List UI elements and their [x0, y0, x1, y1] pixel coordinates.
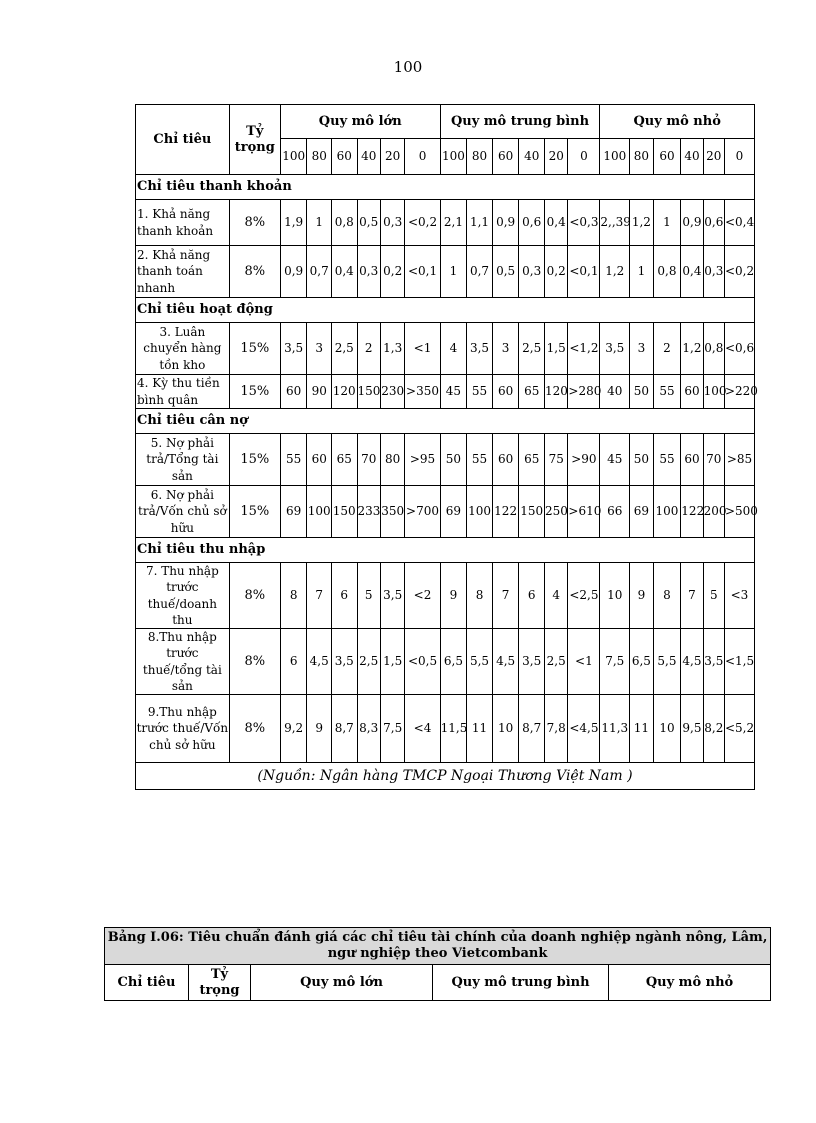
t2-header-group-large: Quy mô lớn — [251, 965, 433, 1001]
value-cell: 6,5 — [630, 629, 653, 695]
value-cell: 0,9 — [492, 200, 519, 246]
value-cell: 1,2 — [600, 246, 630, 298]
value-cell: 0,7 — [467, 246, 493, 298]
score-header-cell: 0 — [724, 139, 754, 175]
value-cell: 55 — [653, 375, 681, 409]
value-cell: 0,2 — [380, 246, 404, 298]
section-row — [136, 409, 755, 434]
value-cell: 0,4 — [545, 200, 568, 246]
table-row — [136, 486, 755, 538]
row-weight: 8% — [229, 629, 280, 695]
row-weight: 15% — [229, 375, 280, 409]
value-cell: >500 — [724, 486, 754, 538]
value-cell: 11 — [467, 695, 493, 763]
value-cell: 233 — [357, 486, 380, 538]
value-cell: 7 — [681, 563, 703, 629]
value-cell: 0,8 — [653, 246, 681, 298]
value-cell: >220 — [724, 375, 754, 409]
value-cell: >610 — [568, 486, 600, 538]
value-cell: 60 — [280, 375, 307, 409]
value-cell: 0,3 — [380, 200, 404, 246]
value-cell: 60 — [307, 434, 331, 486]
value-cell: 200 — [703, 486, 724, 538]
row-criteria-name: 5. Nợ phải trả/Tổng tài sản — [136, 434, 230, 486]
value-cell: <0,2 — [724, 246, 754, 298]
value-cell: 3 — [307, 323, 331, 375]
value-cell: 100 — [653, 486, 681, 538]
table-row — [136, 246, 755, 298]
value-cell: 60 — [681, 434, 703, 486]
table-i06-caption: Bảng I.06: Tiêu chuẩn đánh giá các chỉ tiêu tài chính của doanh nghiệp ngành nông, Lâm, ngư nghiệp theo Vietcombank — [105, 928, 771, 965]
value-cell: <3 — [724, 563, 754, 629]
row-weight: 8% — [229, 246, 280, 298]
value-cell: 11 — [630, 695, 653, 763]
score-header-cell: 60 — [331, 139, 357, 175]
value-cell: 10 — [653, 695, 681, 763]
value-cell: 69 — [440, 486, 467, 538]
value-cell: 55 — [467, 375, 493, 409]
value-cell: 150 — [331, 486, 357, 538]
value-cell: 60 — [492, 375, 519, 409]
value-cell: 3,5 — [519, 629, 545, 695]
value-cell: 6 — [280, 629, 307, 695]
score-header-cell: 40 — [681, 139, 703, 175]
value-cell: >700 — [405, 486, 440, 538]
score-header-cell: 100 — [280, 139, 307, 175]
value-cell: 2,5 — [331, 323, 357, 375]
value-cell: 350 — [380, 486, 404, 538]
value-cell: 8 — [280, 563, 307, 629]
value-cell: 9 — [630, 563, 653, 629]
value-cell: 1,2 — [681, 323, 703, 375]
value-cell: 0,3 — [357, 246, 380, 298]
value-cell: <1 — [568, 629, 600, 695]
value-cell: 0,9 — [681, 200, 703, 246]
value-cell: 2 — [653, 323, 681, 375]
score-header-cell: 40 — [357, 139, 380, 175]
value-cell: 69 — [630, 486, 653, 538]
value-cell: 0,6 — [703, 200, 724, 246]
value-cell: 150 — [357, 375, 380, 409]
row-criteria-name: 7. Thu nhập trước thuế/doanh thu — [136, 563, 230, 629]
row-weight: 15% — [229, 434, 280, 486]
score-header-cell: 80 — [630, 139, 653, 175]
value-cell: 120 — [545, 375, 568, 409]
section-title: Chỉ tiêu hoạt động — [136, 298, 755, 323]
value-cell: 5,5 — [653, 629, 681, 695]
value-cell: >90 — [568, 434, 600, 486]
value-cell: <4,5 — [568, 695, 600, 763]
value-cell: 8,2 — [703, 695, 724, 763]
value-cell: 1,1 — [467, 200, 493, 246]
value-cell: 1,2 — [630, 200, 653, 246]
table-row — [136, 323, 755, 375]
value-cell: 8,7 — [519, 695, 545, 763]
t2-header-criteria: Chỉ tiêu — [105, 965, 189, 1001]
value-cell: 11,5 — [440, 695, 467, 763]
value-cell: 120 — [331, 375, 357, 409]
value-cell: <4 — [405, 695, 440, 763]
row-weight: 8% — [229, 695, 280, 763]
value-cell: <1,5 — [724, 629, 754, 695]
value-cell: 50 — [630, 375, 653, 409]
value-cell: 50 — [630, 434, 653, 486]
value-cell: 65 — [519, 375, 545, 409]
value-cell: 1 — [653, 200, 681, 246]
value-cell: 2,5 — [545, 629, 568, 695]
value-cell: >350 — [405, 375, 440, 409]
value-cell: 60 — [492, 434, 519, 486]
value-cell: <5,2 — [724, 695, 754, 763]
value-cell: 4,5 — [307, 629, 331, 695]
value-cell: <2 — [405, 563, 440, 629]
value-cell: 9 — [307, 695, 331, 763]
value-cell: 4 — [440, 323, 467, 375]
t2-header-group-medium: Quy mô trung bình — [433, 965, 609, 1001]
value-cell: 65 — [519, 434, 545, 486]
score-header-cell: 60 — [492, 139, 519, 175]
value-cell: 3 — [492, 323, 519, 375]
table-row — [136, 200, 755, 246]
value-cell: <0,1 — [405, 246, 440, 298]
table-row — [136, 695, 755, 763]
value-cell: 230 — [380, 375, 404, 409]
value-cell: 2,5 — [357, 629, 380, 695]
value-cell: 55 — [467, 434, 493, 486]
value-cell: 2,,39 — [600, 200, 630, 246]
value-cell: 4,5 — [681, 629, 703, 695]
t2-header-group-small: Quy mô nhỏ — [609, 965, 771, 1001]
header-group-large: Quy mô lớn — [280, 105, 440, 139]
value-cell: 6 — [519, 563, 545, 629]
value-cell: 60 — [681, 375, 703, 409]
section-title: Chỉ tiêu thanh khoản — [136, 175, 755, 200]
section-row — [136, 538, 755, 563]
value-cell: 3,5 — [467, 323, 493, 375]
value-cell: 3,5 — [331, 629, 357, 695]
value-cell: 150 — [519, 486, 545, 538]
section-row — [136, 175, 755, 200]
value-cell: 10 — [492, 695, 519, 763]
value-cell: 122 — [492, 486, 519, 538]
value-cell: 69 — [280, 486, 307, 538]
row-criteria-name: 8.Thu nhập trước thuế/tổng tài sản — [136, 629, 230, 695]
value-cell: <2,5 — [568, 563, 600, 629]
row-weight: 8% — [229, 200, 280, 246]
value-cell: >95 — [405, 434, 440, 486]
value-cell: 3,5 — [280, 323, 307, 375]
score-header-cell: 20 — [380, 139, 404, 175]
table-row — [136, 434, 755, 486]
score-header-cell: 80 — [307, 139, 331, 175]
value-cell: 4,5 — [492, 629, 519, 695]
row-criteria-name: 3. Luân chuyển hàng tồn kho — [136, 323, 230, 375]
value-cell: <0,2 — [405, 200, 440, 246]
value-cell: 0,2 — [545, 246, 568, 298]
value-cell: 0,5 — [492, 246, 519, 298]
header-weight: Tỷ trọng — [229, 105, 280, 175]
section-title: Chỉ tiêu cân nợ — [136, 409, 755, 434]
source-row — [136, 763, 755, 790]
value-cell: 70 — [357, 434, 380, 486]
row-criteria-name: 1. Khả năng thanh khoản — [136, 200, 230, 246]
value-cell: <0,1 — [568, 246, 600, 298]
value-cell: 6,5 — [440, 629, 467, 695]
value-cell: 1 — [630, 246, 653, 298]
value-cell: 100 — [467, 486, 493, 538]
value-cell: 65 — [331, 434, 357, 486]
value-cell: 8 — [653, 563, 681, 629]
value-cell: 55 — [653, 434, 681, 486]
value-cell: 8,3 — [357, 695, 380, 763]
value-cell: 45 — [600, 434, 630, 486]
value-cell: 0,3 — [519, 246, 545, 298]
score-header-cell: 0 — [405, 139, 440, 175]
value-cell: <0,6 — [724, 323, 754, 375]
value-cell: 1,9 — [280, 200, 307, 246]
score-header-cell: 80 — [467, 139, 493, 175]
table-row — [136, 629, 755, 695]
score-header-cell: 0 — [568, 139, 600, 175]
value-cell: 70 — [703, 434, 724, 486]
value-cell: 1,3 — [380, 323, 404, 375]
value-cell: 5,5 — [467, 629, 493, 695]
value-cell: <1 — [405, 323, 440, 375]
section-title: Chỉ tiêu thu nhập — [136, 538, 755, 563]
value-cell: 8,7 — [331, 695, 357, 763]
source-note: (Nguồn: Ngân hàng TMCP Ngoại Thương Việt Nam ) — [136, 763, 755, 790]
table-i06-header — [104, 927, 771, 1001]
value-cell: 6 — [331, 563, 357, 629]
score-header-cell: 60 — [653, 139, 681, 175]
value-cell: 1,5 — [380, 629, 404, 695]
value-cell: 40 — [600, 375, 630, 409]
value-cell: 3,5 — [380, 563, 404, 629]
row-weight: 15% — [229, 323, 280, 375]
value-cell: 0,9 — [280, 246, 307, 298]
row-criteria-name: 4. Kỳ thu tiền bình quân — [136, 375, 230, 409]
value-cell: 3 — [630, 323, 653, 375]
row-weight: 8% — [229, 563, 280, 629]
header-group-medium: Quy mô trung bình — [440, 105, 600, 139]
value-cell: 90 — [307, 375, 331, 409]
value-cell: 1,5 — [545, 323, 568, 375]
value-cell: 0,6 — [519, 200, 545, 246]
value-cell: 5 — [703, 563, 724, 629]
value-cell: 100 — [703, 375, 724, 409]
value-cell: 0,3 — [703, 246, 724, 298]
value-cell: <0,3 — [568, 200, 600, 246]
value-cell: <0,4 — [724, 200, 754, 246]
value-cell: 9,2 — [280, 695, 307, 763]
table-row — [136, 375, 755, 409]
value-cell: 122 — [681, 486, 703, 538]
row-criteria-name: 6. Nợ phải trả/Vốn chủ sở hữu — [136, 486, 230, 538]
score-header-cell: 20 — [703, 139, 724, 175]
value-cell: 1 — [440, 246, 467, 298]
value-cell: 0,5 — [357, 200, 380, 246]
value-cell: 4 — [545, 563, 568, 629]
value-cell: 66 — [600, 486, 630, 538]
score-header-cell: 20 — [545, 139, 568, 175]
value-cell: 11,3 — [600, 695, 630, 763]
value-cell: 50 — [440, 434, 467, 486]
value-cell: <1,2 — [568, 323, 600, 375]
value-cell: 3,5 — [703, 629, 724, 695]
t2-header-weight: Tỷ trọng — [189, 965, 251, 1001]
value-cell: 7,5 — [380, 695, 404, 763]
value-cell: 0,8 — [331, 200, 357, 246]
value-cell: 3,5 — [600, 323, 630, 375]
value-cell: 7,8 — [545, 695, 568, 763]
header-group-small: Quy mô nhỏ — [600, 105, 755, 139]
value-cell: 1 — [307, 200, 331, 246]
financial-criteria-table — [135, 104, 758, 790]
value-cell: 9 — [440, 563, 467, 629]
row-criteria-name: 9.Thu nhập trước thuế/Vốn chủ sở hữu — [136, 695, 230, 763]
value-cell: 100 — [307, 486, 331, 538]
value-cell: 45 — [440, 375, 467, 409]
value-cell: 9,5 — [681, 695, 703, 763]
section-row — [136, 298, 755, 323]
value-cell: 7 — [307, 563, 331, 629]
value-cell: 2,5 — [519, 323, 545, 375]
score-header-cell: 100 — [600, 139, 630, 175]
score-header-cell: 40 — [519, 139, 545, 175]
value-cell: 0,7 — [307, 246, 331, 298]
value-cell: >85 — [724, 434, 754, 486]
header-criteria: Chỉ tiêu — [136, 105, 230, 175]
value-cell: <0,5 — [405, 629, 440, 695]
value-cell: 7,5 — [600, 629, 630, 695]
value-cell: 5 — [357, 563, 380, 629]
value-cell: >280 — [568, 375, 600, 409]
value-cell: 10 — [600, 563, 630, 629]
table-row — [136, 563, 755, 629]
value-cell: 2 — [357, 323, 380, 375]
value-cell: 250 — [545, 486, 568, 538]
value-cell: 75 — [545, 434, 568, 486]
value-cell: 8 — [467, 563, 493, 629]
value-cell: 0,4 — [331, 246, 357, 298]
row-weight: 15% — [229, 486, 280, 538]
value-cell: 2,1 — [440, 200, 467, 246]
value-cell: 55 — [280, 434, 307, 486]
value-cell: 0,8 — [703, 323, 724, 375]
page-number: 100 — [393, 58, 423, 76]
value-cell: 0,4 — [681, 246, 703, 298]
value-cell: 7 — [492, 563, 519, 629]
row-criteria-name: 2. Khả năng thanh toán nhanh — [136, 246, 230, 298]
value-cell: 80 — [380, 434, 404, 486]
score-header-cell: 100 — [440, 139, 467, 175]
